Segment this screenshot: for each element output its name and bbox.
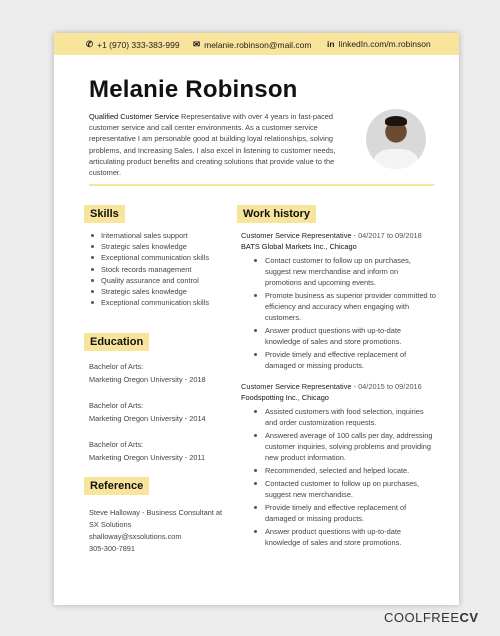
- skill-item: Exceptional communication skills: [89, 297, 209, 308]
- reference-phone: 305-300-7891: [89, 544, 136, 553]
- photo-hair: [385, 116, 407, 126]
- education-detail: Marketing Oregon University - 2018: [89, 375, 206, 384]
- job-bullet: Contact customer to follow up on purchases, suggest new merchandise and inform on promotions and upcoming events.: [241, 255, 436, 288]
- education-detail: Marketing Oregon University - 2014: [89, 414, 206, 423]
- job-title: Customer Service Representative: [241, 231, 352, 240]
- brand-text-cv: CV: [459, 610, 479, 625]
- job-company-line: [241, 392, 436, 403]
- skill-item: Stock records management: [89, 264, 209, 275]
- reference-block: [89, 507, 222, 555]
- linkedin-contact: [327, 39, 431, 49]
- summary-lead: Qualified Customer Service: [89, 112, 179, 121]
- job-bullet: Answer product questions with up-to-date knowledge of sales and store promotions.: [241, 526, 436, 548]
- mail-icon: ✉: [193, 39, 201, 49]
- job-company-line: [241, 241, 436, 252]
- contact-bar: [54, 33, 459, 55]
- job-bullet: Recommended, selected and helped locate.: [241, 465, 436, 476]
- job-company: Foodspotting Inc.,: [241, 393, 300, 402]
- skill-item: Exceptional communication skills: [89, 252, 209, 263]
- section-divider: [89, 184, 434, 186]
- email-text: melanie.robinson@mail.com: [204, 39, 312, 50]
- skill-item: Quality assurance and control: [89, 275, 209, 286]
- linkedin-text: linkedIn.com/m.robinson: [338, 39, 431, 49]
- job-entry: [241, 381, 436, 550]
- reference-line: Steve Halloway - Business Consultant at: [89, 508, 223, 517]
- skill-item: Strategic sales knowledge: [89, 241, 209, 252]
- education-degree: Bachelor of Arts:: [89, 440, 144, 449]
- job-bullet: Answered average of 100 calls per day, addressing customer inquiries, solving problems and providing new product information.: [241, 430, 436, 463]
- job-bullet: Provide timely and effective replacement of damaged or missing products.: [241, 502, 436, 524]
- skill-item: Strategic sales knowledge: [89, 286, 209, 297]
- email-contact: [193, 39, 312, 50]
- reference-email: shalloway@sxsolutions.com: [89, 532, 182, 541]
- education-entry: [89, 360, 206, 386]
- education-heading: Education: [84, 333, 149, 351]
- skill-item: International sales support: [89, 230, 209, 241]
- phone-contact: [86, 39, 180, 50]
- summary-text: Representative with over 4 years in fast-paced customer service and call center environments. As a customer service representative I am personable good at building loyal relationships, solving problems, and Increasing Sales. I also excel in listening to customer needs, articulating product benefits and creating solutions that provide value to the customer.: [89, 112, 336, 178]
- job-entry: [241, 230, 436, 373]
- reference-heading: Reference: [84, 477, 149, 495]
- job-bullet: Assisted customers with food selection, inquiries and order customization requests.: [241, 406, 436, 428]
- candidate-name: Melanie Robinson: [89, 76, 298, 103]
- job-bullet: Answer product questions with up-to-date knowledge of sales and store promotions.: [241, 325, 436, 347]
- job-title-line: [241, 381, 436, 392]
- skills-heading: Skills: [84, 205, 125, 223]
- photo-shirt: [374, 149, 418, 169]
- job-bullet: Provide timely and effective replacement of damaged or missing products.: [241, 349, 436, 371]
- job-title-line: [241, 230, 436, 241]
- education-entry: [89, 399, 206, 425]
- job-dates: - 04/2017 to 09/2018: [351, 231, 422, 240]
- coolfreecv-logo: [384, 610, 479, 625]
- profile-photo: [366, 109, 426, 169]
- linkedin-icon: in: [327, 39, 335, 49]
- reference-company: SX Solutions: [89, 520, 132, 529]
- education-detail: Marketing Oregon University - 2011: [89, 453, 206, 462]
- phone-icon: ✆: [86, 39, 94, 49]
- job-bullet: Contacted customer to follow up on purchases, suggest new merchandise.: [241, 478, 436, 500]
- job-location: Chicago: [299, 393, 329, 402]
- education-degree: Bachelor of Arts:: [89, 401, 144, 410]
- job-bullet: Promote business as superior provider committed to efficiency and accuracy when engaging with customers.: [241, 290, 436, 323]
- resume-page: [54, 33, 459, 605]
- work-history-heading: Work history: [237, 205, 316, 223]
- job-bullets: [241, 255, 436, 371]
- job-dates: - 04/2015 to 09/2016: [351, 382, 422, 391]
- phone-text: +1 (970) 333-383-999: [97, 39, 180, 50]
- job-title: Customer Service Representative: [241, 382, 352, 391]
- job-company: BATS Global Markets Inc.,: [241, 242, 328, 251]
- education-degree: Bachelor of Arts:: [89, 362, 144, 371]
- summary: [89, 111, 349, 178]
- brand-text-main: COOLFREE: [384, 610, 460, 625]
- education-entry: [89, 438, 205, 464]
- job-location: Chicago: [327, 242, 357, 251]
- job-bullets: [241, 406, 436, 548]
- skills-list: [89, 230, 209, 308]
